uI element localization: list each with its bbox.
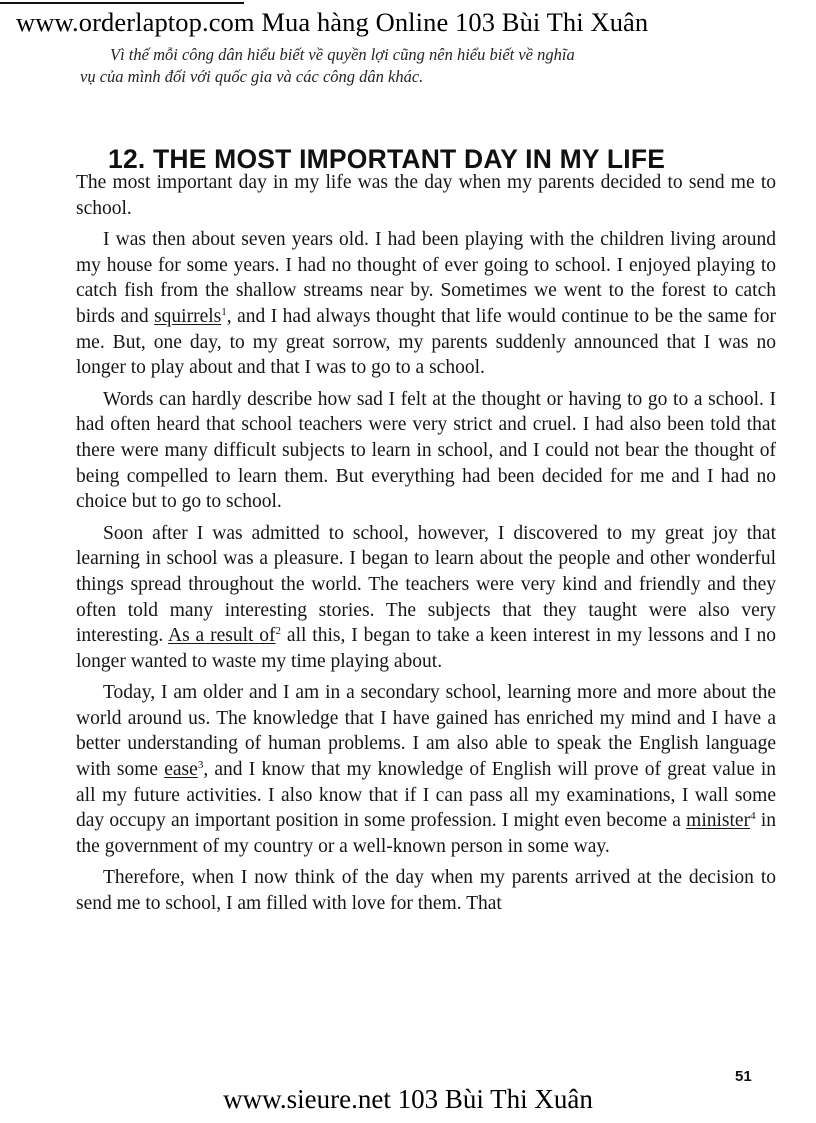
vocab-term-squirrels: squirrels bbox=[154, 305, 222, 327]
p5-text-before: Today, I am older and I am in a secondary school, learning more and more about the world around us. The knowledge that I have gained has enriched my mind and I have a better understanding of human problems. I am also able to speak the English language with some bbox=[76, 682, 776, 781]
vocab-term-ease: ease bbox=[164, 759, 198, 781]
vocab-term-as-a-result-of: As a result of bbox=[168, 625, 276, 647]
header-watermark: www.orderlaptop.com Mua hàng Online 103 Bùi Thi Xuân bbox=[16, 7, 649, 37]
p2-text-before: I was then about seven years old. I had been playing with the children living around my house for some years. I had no thought of ever going to school. I enjoyed playing to catch fish from the shallow streams near by. Sometimes we went to the forest to catch birds and bbox=[76, 229, 776, 327]
p5-text-middle: , and I know that my knowledge of English will prove of great value in all my future activities. I also know that if I can pass all my examinations, I wall some day occupy an important position in some profession. I might even become a bbox=[76, 759, 776, 832]
paragraph-4 bbox=[76, 521, 776, 675]
footer-watermark: www.sieure.net 103 Bùi Thi Xuân bbox=[223, 1084, 593, 1114]
paragraph-6: Therefore, when I now think of the day when my parents arrived at the decision to send me to school, I am filled with love for them. That bbox=[76, 867, 776, 915]
p4-text-before: Soon after I was admitted to school, however, I discovered to my great joy that learning in school was a pleasure. I began to learn about the people and other wonderful things spread throughout the world. The teachers were very kind and friendly and they often told many interesting stories. The subjects that they taught were also very interesting. bbox=[76, 522, 776, 647]
p5-text-after: in the government of my country or a well-known person in some way. bbox=[76, 810, 776, 857]
paragraph-1: The most important day in my life was the day when my parents decided to send me to school. bbox=[76, 172, 776, 219]
footnote-ref-4: 4 bbox=[750, 810, 756, 823]
intro-text bbox=[80, 44, 780, 88]
intro-line-1: Vì thế mỗi công dân hiểu biết về quyền lợi cũng nên hiểu biết về nghĩa bbox=[110, 45, 575, 64]
footnote-ref-1: 1 bbox=[221, 305, 227, 318]
footnote-ref-2: 2 bbox=[275, 625, 282, 638]
paragraph-3: Words can hardly describe how sad I felt at the thought or having to go to a school. I had often heard that school teachers were very strict and cruel. I had also been told that there were many difficult subjects to learn in school, and I could not bear the thought of being compelled to learn them. But everything had been decided for me and I had no choice but to go to school. bbox=[76, 388, 776, 513]
intro-line-2: vụ của mình đối với quốc gia và các công dân khác. bbox=[80, 67, 424, 86]
footnote-ref-3: 3 bbox=[197, 759, 204, 772]
paragraph-5 bbox=[76, 680, 776, 859]
top-rule bbox=[0, 2, 244, 4]
page-title: 12. THE MOST IMPORTANT DAY IN MY LIFE bbox=[108, 143, 666, 174]
p2-text-after: , and I had always thought that life would continue to be the same for me. But, one day, to my great sorrow, my parents suddenly announced that I was no longer to play about and that I was to go to a school. bbox=[76, 305, 777, 379]
p4-text-after: all this, I began to take a keen interest in my lessons and I no longer wanted to waste my time playing about. bbox=[76, 625, 776, 672]
page-number: 51 bbox=[735, 1068, 752, 1085]
paragraph-2 bbox=[76, 227, 776, 381]
vocab-term-minister: minister bbox=[686, 810, 751, 832]
essay-body bbox=[76, 170, 776, 917]
